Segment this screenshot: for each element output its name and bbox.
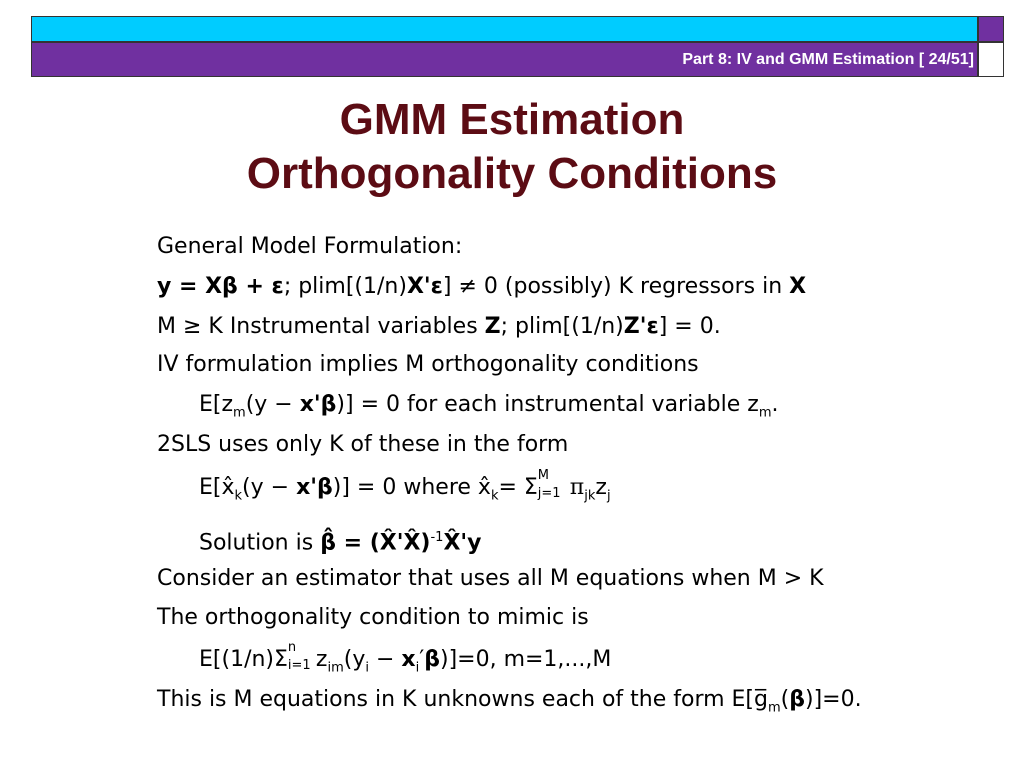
text-segment: (y − (245, 392, 300, 417)
subscript: j=1 (537, 486, 561, 501)
bold-term: X (789, 274, 807, 299)
superscript: n (287, 640, 297, 655)
text-segment: Solution is (199, 530, 321, 556)
body-line-9: Consider an estimator that uses all M equations when M > K (157, 566, 824, 591)
body-line-6: 2SLS uses only K of these in the form (157, 432, 569, 457)
sum-limits (287, 640, 316, 675)
text-segment: )]=0. (805, 687, 862, 712)
bold-term: β̂ = (X̂'X̂) (320, 530, 431, 556)
header-band-top (31, 16, 978, 42)
subscript: j (606, 488, 611, 504)
body-line-8 (199, 524, 481, 557)
text-segment: − (368, 647, 402, 672)
text-segment: ; plim[(1/n) (283, 274, 407, 299)
prime-mark: ′ (419, 647, 425, 672)
text-segment: M ≥ K Instrumental variables (157, 314, 485, 339)
body-line-3 (157, 313, 721, 341)
bold-term: β (424, 647, 440, 672)
body-line-11 (199, 640, 612, 682)
bold-term: X̂'y (443, 530, 482, 556)
subscript: i (365, 660, 369, 676)
text-segment: (y (343, 647, 366, 672)
subscript: m (758, 405, 772, 421)
header-corner-square-top (978, 16, 1004, 42)
bold-term: Z'ε (623, 314, 659, 339)
subscript: k (490, 488, 499, 504)
text-segment: E[x̂ (199, 475, 235, 500)
text-segment: This is M equations in K unknowns each of the form E[g̅ (157, 687, 768, 712)
text-segment: ( (780, 687, 790, 712)
model-equation: y = Xβ + ε (157, 274, 284, 299)
bold-term: x (401, 647, 416, 672)
superscript: M (537, 468, 550, 483)
bold-term: Z (484, 314, 501, 339)
pi-symbol: π (569, 475, 585, 500)
subscript: i (415, 660, 420, 676)
subscript: m (233, 405, 246, 421)
text-segment: )]=0, m=1,...,M (439, 647, 612, 672)
superscript: -1 (430, 530, 444, 545)
text-segment: )] = 0 for each instrumental variable z (336, 392, 759, 417)
text-segment: = Σ (498, 475, 538, 500)
text-segment: ; plim[(1/n) (500, 314, 624, 339)
subscript: k (234, 488, 243, 504)
text-segment: E[(1/n)Σ (199, 647, 288, 672)
text-segment: z (315, 647, 328, 672)
text-segment: E[z (199, 392, 234, 417)
bold-term: x'β (296, 475, 333, 500)
text-segment: z (595, 475, 607, 500)
slide-header: Part 8: IV and GMM Estimation [ 24/51] (682, 51, 974, 68)
body-line-4: IV formulation implies M orthogonality conditions (157, 352, 699, 377)
body-line-7 (199, 468, 611, 510)
body-line-5 (199, 391, 779, 427)
subscript: m (767, 700, 781, 716)
text-segment: ] ≠ 0 (possibly) K regressors in (442, 274, 790, 299)
text-segment: (y − (242, 475, 297, 500)
bold-term: β (789, 687, 805, 712)
text-segment: )] = 0 where x̂ (332, 475, 491, 500)
subscript: jk (584, 488, 596, 504)
body-line-12 (157, 686, 862, 722)
body-line-1: General Model Formulation: (157, 234, 463, 259)
bold-term: x'β (299, 392, 337, 417)
text-segment: . (771, 392, 779, 417)
slide-title-line2: Orthogonality Conditions (246, 149, 778, 198)
sum-limits (537, 468, 561, 503)
subscript: i=1 (287, 658, 311, 673)
subscript: im (327, 660, 344, 676)
body-line-2 (157, 273, 806, 301)
bold-term: X'ε (406, 274, 443, 299)
text-segment: ] = 0. (658, 314, 721, 339)
body-line-10: The orthogonality condition to mimic is (157, 605, 589, 630)
header-corner-square-bottom (978, 42, 1004, 77)
slide-title-line1: GMM Estimation (339, 95, 685, 144)
